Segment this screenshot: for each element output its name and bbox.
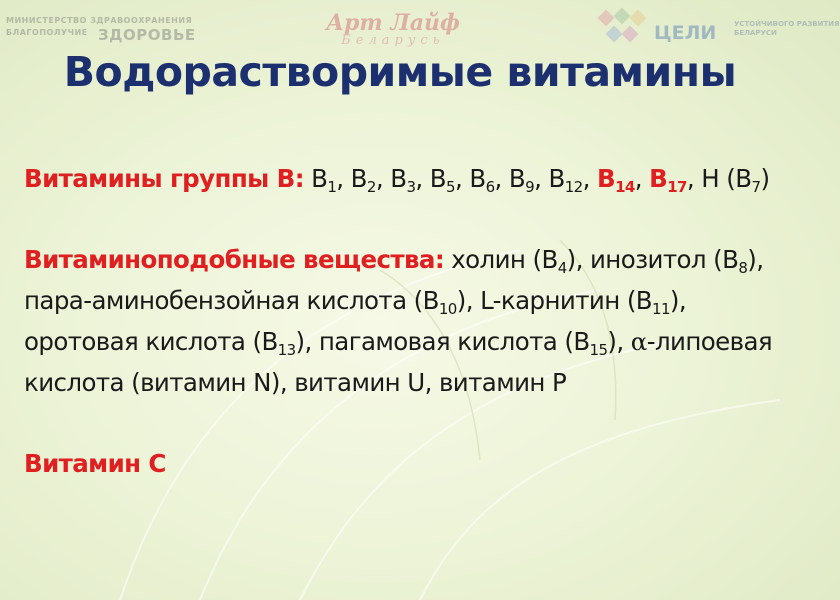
group-b-paragraph: Витамины группы B: $B_1$, $B_2$, $B_3$, $B_5$, $B_6$, $B_9$, $B_{12}$, $B_{14}$, $B_{17}$, H $(B_7)$ xyxy=(24,164,770,196)
slide-title: Водорастворимые витамины xyxy=(63,48,737,96)
art-life-logo-sub: Беларусь xyxy=(341,33,445,48)
vitamin-c-paragraph xyxy=(24,443,784,484)
vitamin-b14: $B_{14}$ xyxy=(596,164,635,196)
vitamin-b1: $B_1$ xyxy=(311,164,337,196)
vitaminlike-label: Витаминоподобные вещества: xyxy=(24,245,445,274)
sdg-logo-small-line2: БЕЛАРУСИ xyxy=(734,29,777,37)
slide-content xyxy=(24,158,784,484)
vitaminlike-text: холин $(B_4)$, инозитол $(B_8)$, пара-аминобензойная кислота $(B_{10})$, L-карнитин $(B_{11})$, оротовая кислота $(B_{13})$, пагамовая кислота $(B_{15})$, α-липоевая кислота (витамин N), витамин U, витамин P xyxy=(24,245,773,397)
art-life-logo-main: Арт Лайф xyxy=(326,10,460,36)
vitamin-h: H $(B_7)$ xyxy=(701,164,770,196)
group-b-label: Витамины группы B: xyxy=(24,164,304,193)
sdg-logo-small xyxy=(734,20,840,38)
vitamin-b3: $B_3$ xyxy=(390,164,416,196)
vitamin-b12: $B_{12}$ xyxy=(548,164,583,196)
vitamin-b9: $B_9$ xyxy=(508,164,535,196)
vitamin-b5: $B_5$ xyxy=(429,164,455,196)
health-logo-line2: БЛАГОПОЛУЧИЕ xyxy=(6,28,88,37)
sdg-logo-main: ЦЕЛИ xyxy=(654,22,717,44)
vitamin-b17: $B_{17}$ xyxy=(649,164,687,196)
vitamin-b2: $B_2$ xyxy=(350,164,376,196)
vitamin-b6: $B_6$ xyxy=(469,164,495,196)
vitaminlike-paragraph xyxy=(24,239,784,403)
health-logo-line1: МИНИСТЕРСТВО ЗДРАВООХРАНЕНИЯ xyxy=(6,16,193,25)
alpha-symbol: α xyxy=(630,327,647,356)
vitamin-c-label: Витамин С xyxy=(24,449,166,478)
health-logo-word: ЗДОРОВЬЕ xyxy=(98,26,196,44)
sdg-logo-small-line1: УСТОЙЧИВОГО РАЗВИТИЯ xyxy=(734,20,840,28)
